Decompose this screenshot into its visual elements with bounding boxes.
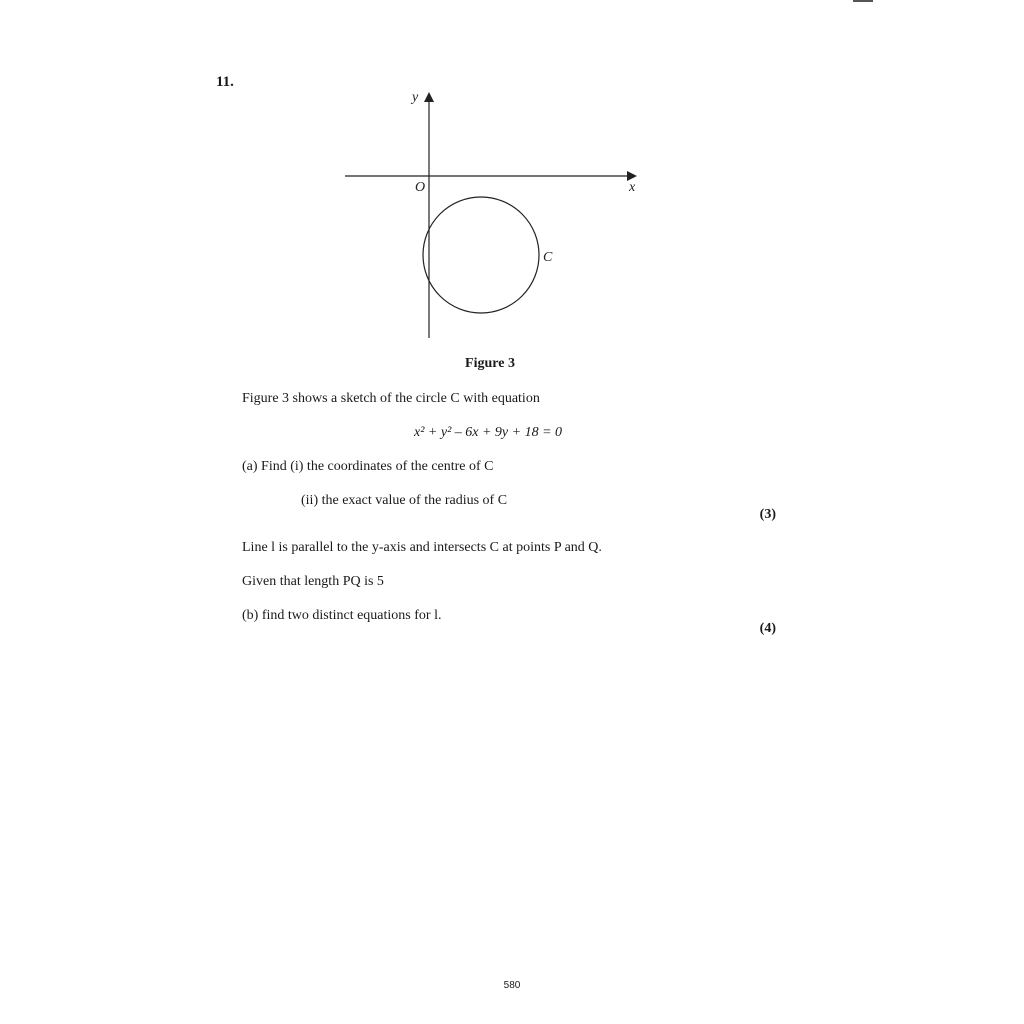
given-statement: Given that length PQ is 5 [242,574,384,589]
y-axis-arrow [424,92,434,102]
page-number: 580 [503,980,521,991]
figure-3-sketch [340,86,640,346]
y-axis-label: y [412,90,419,105]
figure-caption: Figure 3 [465,356,515,371]
top-edge-mark [853,0,873,2]
part-a-line-2: (ii) the exact value of the radius of C [301,493,508,508]
part-b-marks: (4) [759,621,776,636]
origin-label: O [415,180,426,195]
line-l-statement: Line l is parallel to the y-axis and intersects C at points P and Q. [242,540,602,555]
part-b-text: (b) find two distinct equations for l. [242,608,442,623]
question-number: 11. [216,74,234,90]
x-axis-label: x [629,180,636,195]
part-a-marks: (3) [759,507,776,522]
circle-c [423,197,539,313]
intro-text: Figure 3 shows a sketch of the circle C with equation [242,391,540,406]
circle-equation: x² + y² – 6x + 9y + 18 = 0 [414,425,563,440]
circle-label: C [543,250,553,265]
part-a-line-1: (a) Find (i) the coordinates of the centre of C [242,459,494,474]
